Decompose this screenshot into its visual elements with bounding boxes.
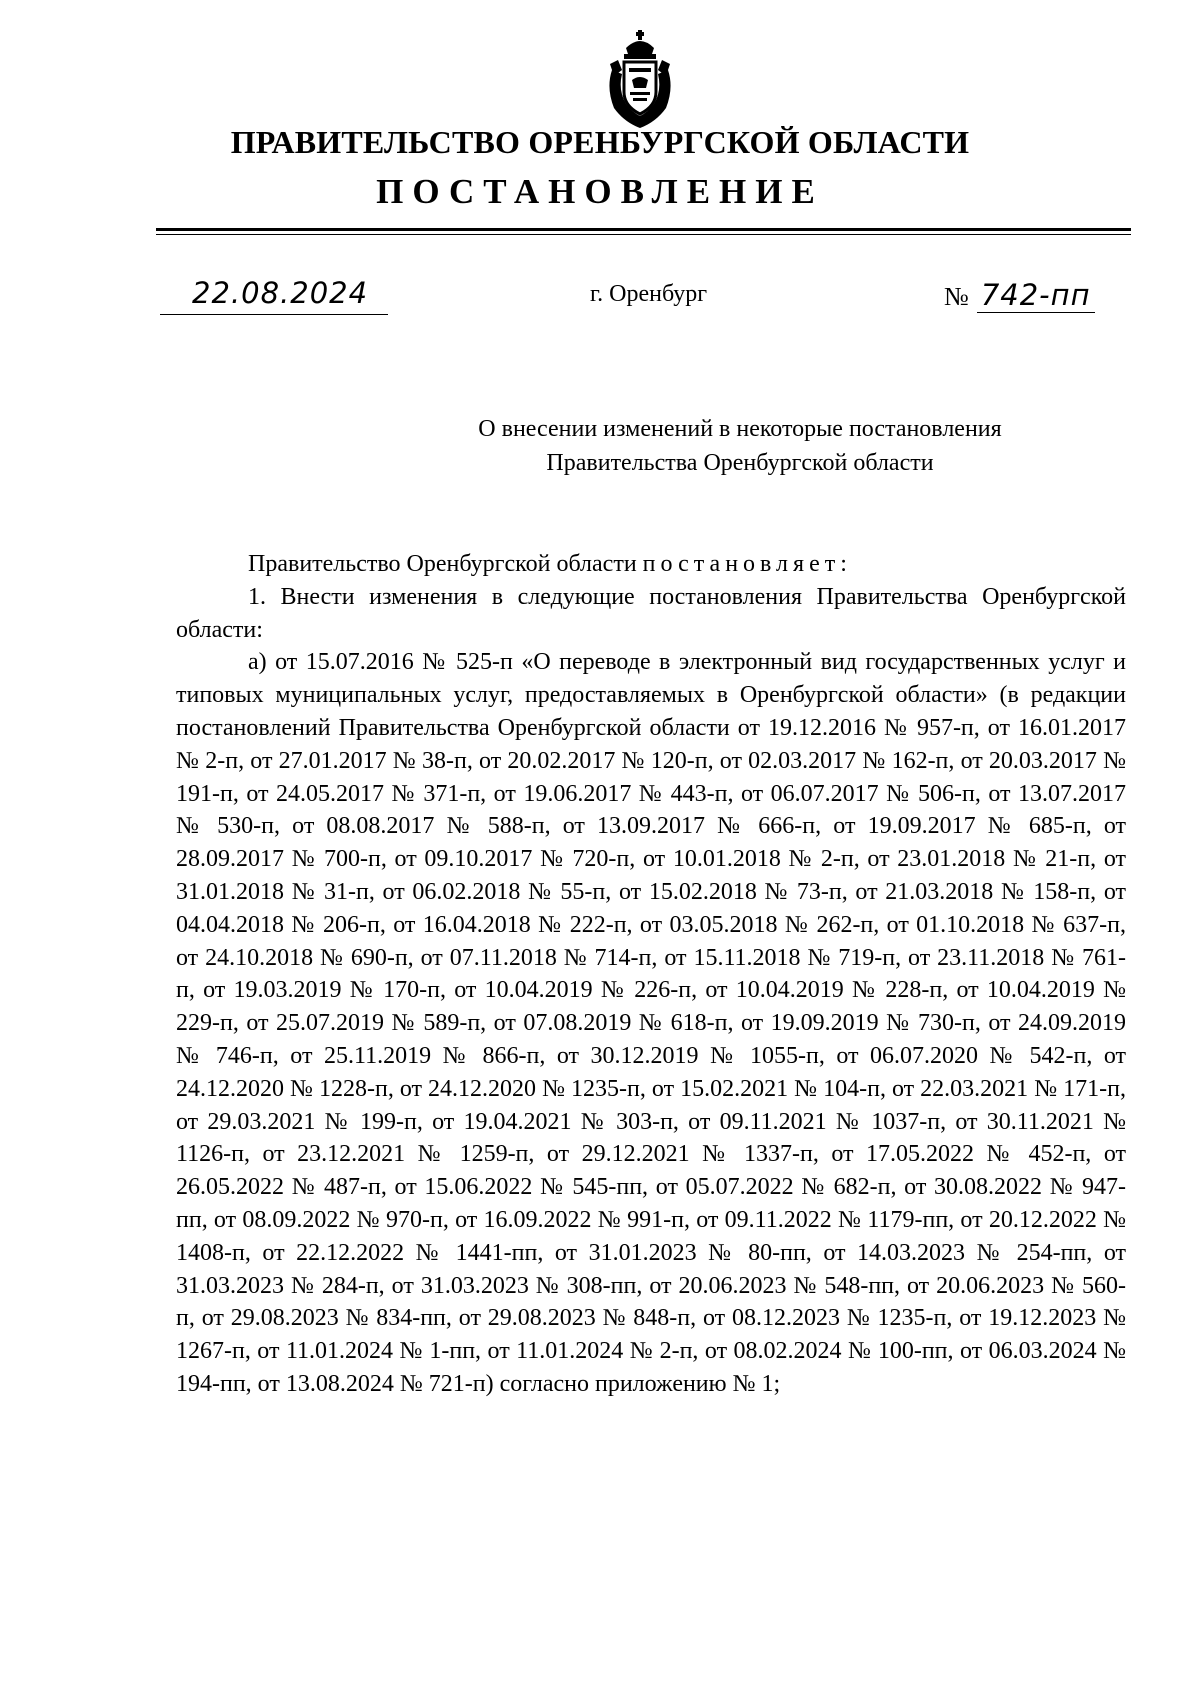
subject-line-2: Правительства Оренбургской области	[546, 450, 934, 476]
document-city: г. Оренбург	[590, 281, 708, 307]
preamble-verb: постановляет:	[642, 551, 852, 577]
preamble	[176, 548, 1126, 581]
number-sign: №	[944, 282, 969, 311]
document-type-title: ПОСТАНОВЛЕНИЕ	[376, 172, 824, 211]
item-1a: а) от 15.07.2016 № 525-п «О переводе в электронный вид государственных услуг и типовых муниципальных услуг, предоставляемых в Оренбургской области» (в редакции постановлений Правительства Оренбургской области от 19.12.2016 № 957-п, от 16.01.2017 № 2-п, от 27.01.2017 № 38-п, от 20.02.2017 № 120-п, от 02.03.2017 № 162-п, от 20.03.2017 № 191-п, от 24.05.2017 № 371-п, от 19.06.2017 № 443-п, от 06.07.2017 № 506-п, от 13.07.2017 № 530-п, от 08.08.2017 № 588-п, от 13.09.2017 № 666-п, от 19.09.2017 № 685-п, от 28.09.2017 № 700-п, от 09.10.2017 № 720-п, от 10.01.2018 № 2-п, от 23.01.2018 № 21-п, от 31.01.2018 № 31-п, от 06.02.2018 № 55-п, от 15.02.2018 № 73-п, от 21.03.2018 № 158-п, от 04.04.2018 № 206-п, от 16.04.2018 № 222-п, от 03.05.2018 № 262-п, от 01.10.2018 № 637-п, от 24.10.2018 № 690-п, от 07.11.2018 № 714-п, от 15.11.2018 № 719-п, от 23.11.2018 № 761-п, от 19.03.2019 № 170-п, от 10.04.2019 № 226-п, от 10.04.2019 № 228-п, от 10.04.2019 № 229-п, от 25.07.2019 № 589-п, от 07.08.2019 № 618-п, от 19.09.2019 № 730-п, от 24.09.2019 № 746-п, от 25.11.2019 № 866-п, от 30.12.2019 № 1055-п, от 06.07.2020 № 542-п, от 24.12.2020 № 1228-п, от 24.12.2020 № 1235-п, от 15.02.2021 № 104-п, от 22.03.2021 № 171-п, от 29.03.2021 № 199-п, от 19.04.2021 № 303-п, от 09.11.2021 № 1037-п, от 30.11.2021 № 1126-п, от 23.12.2021 № 1259-п, от 29.12.2021 № 1337-п, от 17.05.2022 № 452-п, от 26.05.2022 № 487-п, от 15.06.2022 № 545-пп, от 05.07.2022 № 682-п, от 30.08.2022 № 947-пп, от 08.09.2022 № 970-п, от 16.09.2022 № 991-п, от 09.11.2022 № 1179-пп, от 20.12.2022 № 1408-п, от 22.12.2022 № 1441-пп, от 31.01.2023 № 80-пп, от 14.03.2023 № 254-пп, от 31.03.2023 № 284-п, от 31.03.2023 № 308-пп, от 20.06.2023 № 548-пп, от 20.06.2023 № 560-п, от 29.08.2023 № 834-пп, от 29.08.2023 № 848-п, от 08.12.2023 № 1235-п, от 19.12.2023 № 1267-п, от 11.01.2024 № 1-пп, от 11.01.2024 № 2-п, от 08.02.2024 № 100-пп, от 06.03.2024 № 194-пп, от 13.08.2024 № 721-п) согласно приложению № 1;	[176, 649, 1126, 1397]
preamble-lead: Правительство Оренбургской области	[248, 551, 637, 577]
organization-title: ПРАВИТЕЛЬСТВО ОРЕНБУРГСКОЙ ОБЛАСТИ	[230, 124, 970, 160]
coat-of-arms-emblem	[602, 30, 678, 130]
document-date: 22.08.2024	[192, 276, 369, 310]
header-rule-thick	[156, 228, 1131, 231]
document-date-field	[160, 276, 388, 315]
document-body	[176, 548, 1126, 1401]
document-number: 742-пп	[977, 278, 1095, 313]
document-number-field	[944, 278, 1095, 313]
subject-line-1: О внесении изменений в некоторые постановления	[478, 416, 1002, 442]
item-1: 1. Внести изменения в следующие постановления Правительства Оренбургской области:	[176, 583, 1126, 643]
document-subject	[340, 412, 1140, 480]
header-rule-thin	[156, 234, 1131, 235]
